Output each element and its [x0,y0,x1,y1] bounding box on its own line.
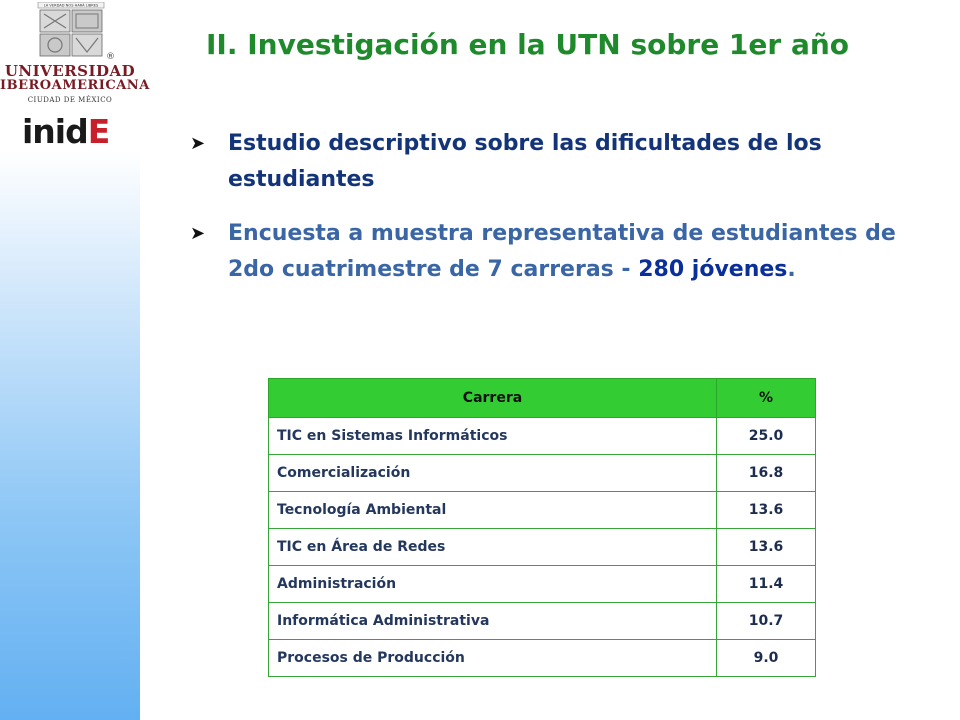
table-row [269,640,816,677]
motto-text: LA VERDAD NOS HARÁ LIBRES [43,3,99,8]
table-row [269,603,816,640]
career-percent: 16.8 [717,455,816,492]
logo-line-universidad: UNIVERSIDAD [4,62,136,80]
table-row [269,566,816,603]
career-percent: 9.0 [717,640,816,677]
career-name: Tecnología Ambiental [269,492,717,529]
inide-logo-suffix: E [87,112,110,151]
career-name: TIC en Área de Redes [269,529,717,566]
bullet-item [190,126,910,198]
career-percent: 10.7 [717,603,816,640]
column-header-percent: % [717,379,816,418]
table-row [269,492,816,529]
table-row [269,455,816,492]
careers-table [268,378,816,677]
arrow-bullet-icon: ➤ [190,223,206,244]
career-percent: 13.6 [717,492,816,529]
bullet-text: Estudio descriptivo sobre las dificultades de los estudiantes [228,131,822,192]
table-header-row [269,379,816,418]
career-name: TIC en Sistemas Informáticos [269,418,717,455]
career-name: Administración [269,566,717,603]
career-name: Comercialización [269,455,717,492]
bullet-item [190,216,910,288]
slide-title: II. Investigación en la UTN sobre 1er año [206,28,850,61]
logo-line-ciudad: CIUDAD DE MÉXICO [27,96,113,104]
inide-logo-prefix: inid [22,112,88,151]
arrow-bullet-icon: ➤ [190,133,206,154]
bullet-list [190,126,910,306]
career-percent: 25.0 [717,418,816,455]
bullet-end: . [787,257,796,282]
table-row [269,418,816,455]
career-name: Procesos de Producción [269,640,717,677]
career-percent: 13.6 [717,529,816,566]
inide-logo [22,112,109,151]
bullet-highlight: 280 jóvenes [638,257,788,282]
logo-line-iberoamericana: IBEROAMERICANA [0,78,150,93]
university-logo [0,0,150,160]
sidebar [0,0,150,720]
column-header-carrera: Carrera [269,379,717,418]
bullet-text: Encuesta a muestra representativa de estudiantes de 2do cuatrimestre de 7 carreras - [228,221,896,282]
table-row [269,529,816,566]
registered-mark: ® [106,52,115,62]
career-percent: 11.4 [717,566,816,603]
career-name: Informática Administrativa [269,603,717,640]
crest-icon [36,2,106,58]
